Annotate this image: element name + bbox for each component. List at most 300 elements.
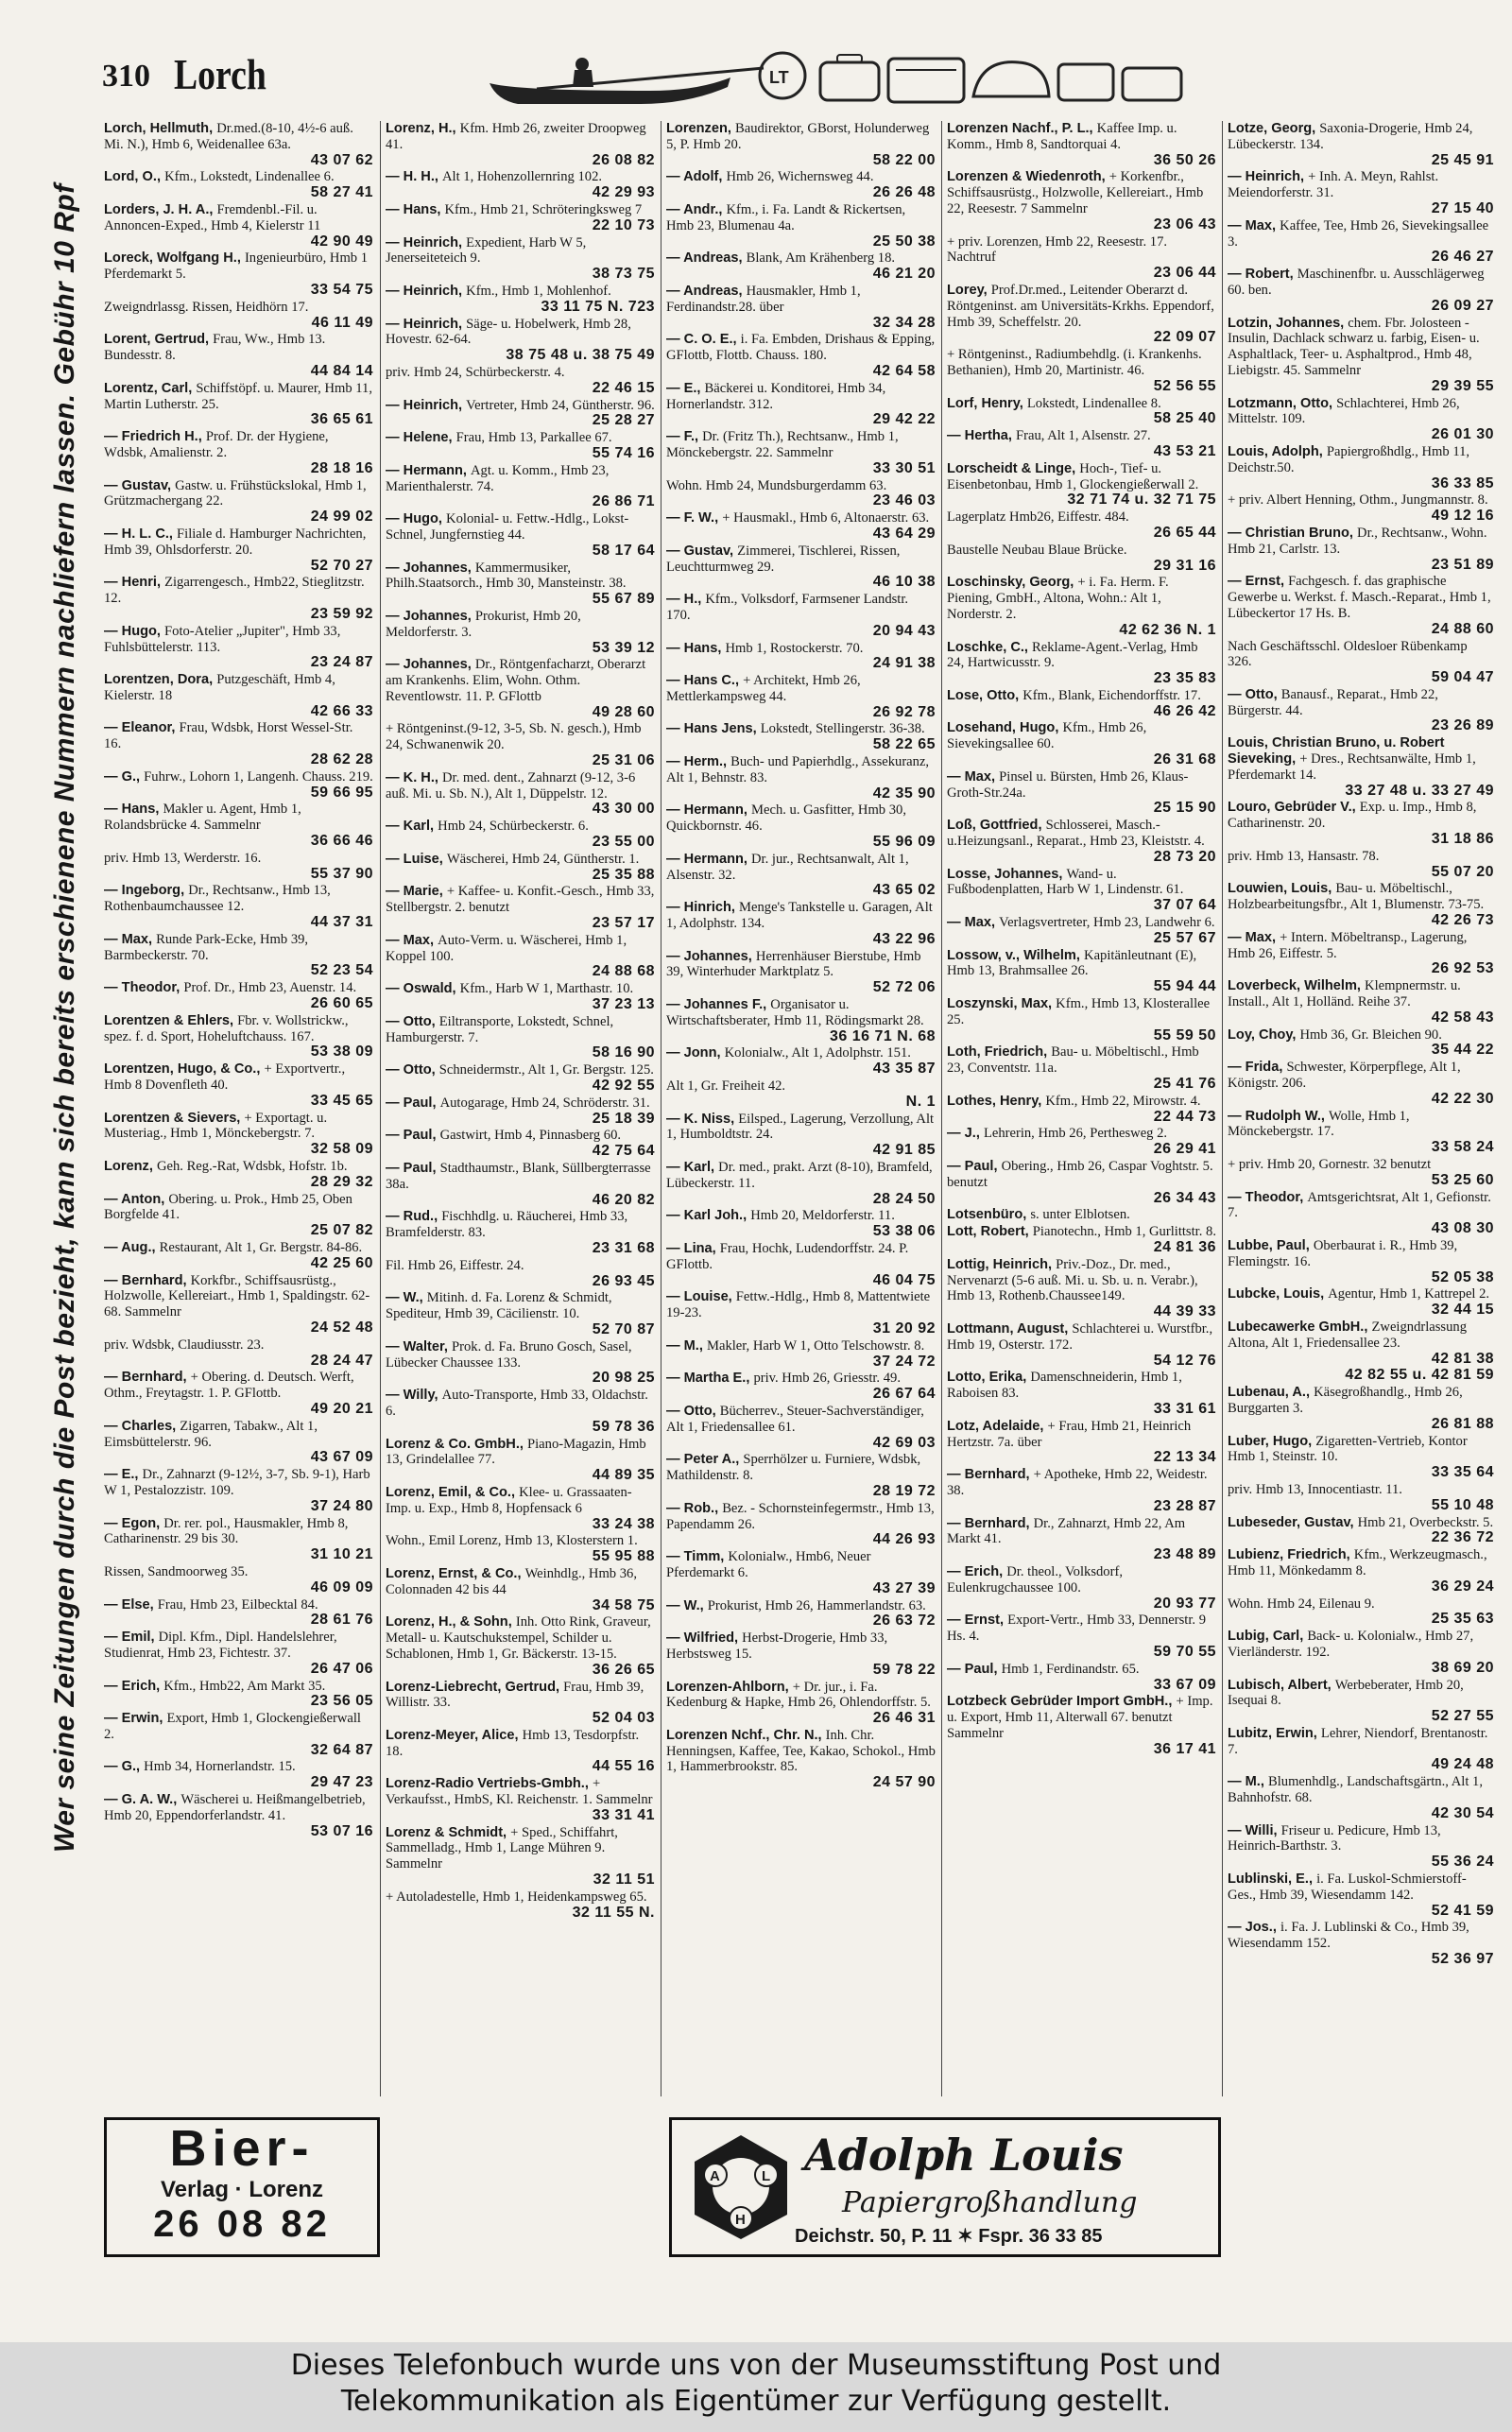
entry-details: Kaffee Imp. u. Komm., Hmb 8, Sandtorquai 4. [947, 121, 1177, 152]
entry-phone: 26 34 43 [1153, 1189, 1216, 1206]
directory-entry [104, 1711, 373, 1758]
entry-name: — Wilfried, [666, 1630, 743, 1647]
directory-entry [666, 949, 936, 996]
directory-entry [1228, 1385, 1494, 1432]
directory-entry [386, 202, 655, 234]
entry-name: Lorenz & Co. GmbH., [386, 1436, 527, 1452]
entry-name: — Walter, [386, 1338, 453, 1354]
entry-phone: 22 36 72 [1431, 1529, 1494, 1546]
directory-entry [666, 510, 936, 543]
entry-details: Fischhdlg. u. Räucherei, Hmb 33, Bramfelderstr. 83. [386, 1209, 628, 1241]
directory-entry [1228, 1596, 1494, 1629]
directory-entry [104, 720, 373, 768]
entry-details: Kolonial- u. Fettw.-Hdlg., Lokst-Schnel, Jungfernstieg 44. [386, 511, 629, 543]
entry-phone: 24 91 38 [872, 655, 936, 672]
company-logo-icon [689, 2131, 793, 2243]
directory-entry [666, 429, 936, 476]
entry-details: Export-Vertr., Hmb 33, Dennerstr. 9 Hs. 4. [947, 1613, 1207, 1645]
directory-entry [104, 478, 373, 526]
directory-entry [386, 1614, 655, 1678]
directory-entry [104, 1159, 373, 1191]
directory-entry [1228, 396, 1494, 443]
entry-details: Dr., Zahnarzt (9-12½, 3-7, Sb. 9-1), Harb W 1, Pestalozzistr. 109. [104, 1467, 370, 1498]
entry-details: Korkfbr., Schiffsausrüstg., Holzwolle, Kellereiart., Hmb 1, Spaldingstr. 62-68. Sammelnr [104, 1272, 370, 1320]
entry-phone: 43 08 30 [1431, 1220, 1494, 1237]
entry-details: Mech. u. Gasfitter, Hmb 30, Quickbornstr. 46. [666, 802, 906, 835]
entry-phone: 23 28 87 [1153, 1497, 1216, 1514]
entry-phone: 28 19 72 [872, 1482, 936, 1499]
entry-name: — Johannes, [386, 560, 475, 576]
entry-name: — Eleanor, [104, 720, 180, 736]
entry-name: Lubig, Carl, [1228, 1629, 1308, 1645]
entry-name: — Oswald, [386, 981, 460, 997]
entry-details: Kfm., Hmb22, Am Markt 35. [163, 1678, 326, 1694]
entry-phone: 25 57 67 [1153, 929, 1216, 946]
directory-entry [1228, 930, 1494, 977]
entry-name: — Johannes, [386, 608, 475, 624]
entry-name: — Hugo, [386, 511, 447, 527]
entry-details: Inh. Chr. Henningsen, Kaffee, Tee, Kakao, Schokol., Hmb 1, Hammerbrookstr. 85. [666, 1727, 936, 1775]
entry-name: Lubbe, Paul, [1228, 1237, 1314, 1253]
entry-name: — Gustav, [104, 477, 176, 493]
entry-name: Lorenz-Meyer, Alice, [386, 1727, 523, 1743]
entry-details: Herbst-Drogerie, Hmb 33, Herbstsweg 15. [666, 1630, 888, 1662]
directory-entry [947, 1094, 1216, 1126]
page-header [102, 49, 1406, 106]
entry-details: Hmb 36, Gr. Bleichen 90. [1299, 1026, 1442, 1043]
directory-column-2 [386, 121, 655, 2096]
entry-details: Pianotechn., Hmb 1, Gurlittstr. 8. [1032, 1224, 1216, 1240]
entry-phone: 49 28 60 [592, 703, 655, 720]
directory-entry [386, 1128, 655, 1160]
entry-details: Oberbaurat i. R., Hmb 39, Flemingstr. 16. [1228, 1237, 1458, 1269]
entry-phone: 44 26 93 [872, 1531, 936, 1548]
entry-name: — Ernst, [1228, 574, 1289, 590]
entry-name: Lubenau, A., [1228, 1385, 1314, 1401]
entry-details: Bücherrev., Steuer-Sachverständiger, Alt 1, Friedensallee 61. [666, 1403, 924, 1435]
entry-phone: 36 29 24 [1431, 1578, 1494, 1595]
entry-name: — W., [386, 1290, 427, 1306]
entry-name: — K. H., [386, 769, 442, 785]
entry-phone: 26 26 48 [872, 184, 936, 201]
entry-name: — G., [104, 1759, 145, 1775]
entry-phone: 33 31 61 [1153, 1400, 1216, 1417]
entry-phone: 27 15 40 [1431, 199, 1494, 216]
entry-details: Werbeberater, Hmb 20, Isequai 8. [1228, 1677, 1464, 1709]
entry-name: Lorentzen & Ehlers, [104, 1012, 238, 1028]
entry-name: Loreck, Wolfgang H., [104, 250, 245, 267]
entry-name: — Theodor, [1228, 1189, 1308, 1205]
entry-details: Auto-Transporte, Hmb 33, Oldachstr. 6. [386, 1388, 648, 1419]
entry-name: — H. H., [386, 169, 442, 185]
entry-details: + Apotheke, Hmb 22, Weidestr. 38. [947, 1467, 1208, 1498]
entry-phone: 38 75 48 u. 38 75 49 [506, 347, 655, 364]
entry-details: Zweigndrlassg. Rissen, Heidhörn 17. [104, 299, 309, 315]
entry-details: s. unter Elblotsen. [1030, 1207, 1130, 1223]
entry-details: + Architekt, Hmb 26, Mettlerkampsweg 44. [666, 673, 861, 704]
entry-name: Lorenz-Radio Vertriebs-Gmbh., [386, 1776, 593, 1792]
entry-details: Agentur, Hmb 1, Kattrepel 2. [1328, 1286, 1490, 1302]
directory-entry [386, 1062, 655, 1095]
directory-entry [386, 121, 655, 168]
directory-entry [1228, 1547, 1494, 1595]
entry-details: Kfm., Hmb 1, Mohlenhof. [466, 283, 611, 299]
entry-phone: 55 96 09 [872, 834, 936, 851]
entry-phone: 42 25 60 [310, 1254, 373, 1271]
entry-phone: 24 52 48 [310, 1319, 373, 1336]
directory-entry [1228, 881, 1494, 928]
entry-details: Kapitänleutnant (E), Hmb 13, Brahmsallee 26. [947, 947, 1197, 979]
entry-phone: 59 04 47 [1431, 669, 1494, 686]
entry-name: Lorenz, Emil, & Co., [386, 1484, 520, 1500]
entry-name: — Hinrich, [666, 900, 740, 916]
entry-name: Lorent, Gertrud, [104, 332, 214, 348]
entry-details: Lokstedt, Lindenallee 8. [1026, 395, 1161, 411]
directory-entry [104, 1111, 373, 1158]
entry-phone: 52 41 59 [1431, 1902, 1494, 1919]
entry-name: Lubienz, Friedrich, [1228, 1547, 1354, 1563]
directory-entry [666, 900, 936, 947]
entry-name: Lorenzen, [666, 121, 735, 136]
directory-entry [666, 754, 936, 802]
entry-details: Reklame-Agent.-Verlag, Hmb 24, Hartwicusstr. 9. [947, 639, 1198, 671]
entry-name: Lorentzen, Hugo, & Co., [104, 1061, 265, 1078]
entry-name: Loschinsky, Georg, [947, 575, 1078, 591]
entry-phone: 53 25 60 [1431, 1171, 1494, 1188]
entry-phone: 29 39 55 [1431, 377, 1494, 394]
entry-details: priv. Hmb 13, Hansastr. 78. [1228, 848, 1380, 864]
entry-name: Lotzin, Johannes, [1228, 315, 1349, 331]
entry-details: Säge- u. Hobelwerk, Hmb 28, Hovestr. 62-64. [386, 316, 631, 348]
directory-entry [947, 1321, 1216, 1369]
entry-phone: 42 35 90 [872, 785, 936, 802]
entry-name: — Hermann, [666, 802, 752, 819]
entry-phone: 23 55 00 [592, 834, 655, 851]
directory-entry [104, 624, 373, 671]
directory-entry [1228, 574, 1494, 637]
entry-details: Hausmakler, Hmb 1, Ferdinandstr.28. über [666, 283, 861, 315]
directory-entry [947, 1159, 1216, 1206]
entry-name: Lotze, Georg, [1228, 121, 1320, 136]
entry-details: Lehrerin, Hmb 26, Perthesweg 2. [983, 1126, 1168, 1142]
entry-details: + Röntgeninst., Radiumbehdlg. (i. Krankenhs. Bethanien), Hmb 20, Martinistr. 46. [947, 347, 1202, 378]
entry-phone: 49 12 16 [1431, 508, 1494, 525]
entry-details: Zigarren, Tabakw., Alt 1, Eimsbüttelerstr. 96. [104, 1418, 318, 1450]
directory-entry [947, 1224, 1216, 1256]
entry-phone: 46 26 42 [1153, 702, 1216, 719]
entry-phone: 55 95 88 [592, 1548, 655, 1565]
entry-details: Sperrhölzer u. Furniere, Wdsbk, Mathildenstr. 8. [666, 1452, 921, 1484]
directory-entry [1228, 1157, 1494, 1189]
entry-name: — Bernhard, [104, 1272, 191, 1288]
entry-details: Putzgeschäft, Hmb 4, Kielerstr. 18 [104, 672, 335, 703]
entry-details: Wohn. Hmb 24, Mundsburgerdamm 63. [666, 477, 887, 493]
entry-details: Buch- und Papierhdlg., Assekuranz, Alt 1, Behnstr. 83. [666, 754, 930, 785]
entry-details: + Verkaufsst., HmbS, Kl. Reichenstr. 1. Sammelnr [386, 1776, 653, 1808]
entry-phone: 38 69 20 [1431, 1659, 1494, 1676]
entry-phone: 33 11 75 N. 723 [541, 298, 655, 315]
entry-name: — Jonn, [666, 1045, 725, 1061]
entry-name: — Karl Joh., [666, 1208, 751, 1224]
entry-phone: 29 31 16 [1153, 557, 1216, 574]
directory-entry [386, 1728, 655, 1775]
entry-phone: 24 88 68 [592, 963, 655, 980]
directory-entry [1228, 1774, 1494, 1821]
directory-column-5 [1228, 121, 1494, 2096]
directory-entry [947, 1516, 1216, 1563]
directory-entry [1228, 849, 1494, 881]
entry-name: — Bernhard, [947, 1467, 1034, 1483]
entry-phone: 46 09 09 [310, 1578, 373, 1595]
directory-entry [1228, 1060, 1494, 1107]
directory-entry [666, 852, 936, 899]
directory-entry [386, 1339, 655, 1387]
entry-name: — Heinrich, [386, 283, 467, 299]
directory-entry [947, 769, 1216, 817]
entry-phone: 32 11 55 N. [572, 1904, 655, 1921]
entry-details: Kammermusiker, Philh.Staatsorch., Hmb 30, Mansteinstr. 38. [386, 560, 627, 592]
entry-phone: 36 50 26 [1153, 151, 1216, 168]
entry-name: — Rud., [386, 1209, 442, 1225]
directory-entry [947, 283, 1216, 346]
bier-verlag-advert [104, 2117, 380, 2257]
entry-name: — Willi, [1228, 1822, 1281, 1838]
entry-details: + Intern. Möbeltransp., Lagerung, Hmb 26, Eiffestr. 5. [1228, 929, 1468, 961]
entry-phone: 55 10 48 [1431, 1496, 1494, 1513]
directory-entry [666, 543, 936, 591]
entry-details: Rissen, Sandmoorweg 35. [104, 1563, 249, 1579]
entry-name: — H., [666, 592, 706, 608]
entry-phone: 26 93 45 [592, 1272, 655, 1289]
entry-details: Fil. Hmb 26, Eiffestr. 24. [386, 1257, 524, 1273]
entry-phone: 23 35 83 [1153, 670, 1216, 687]
directory-entry [666, 592, 936, 639]
entry-details: Piano-Magazin, Hmb 13, Grindelallee 77. [386, 1436, 646, 1468]
column-rule [1222, 121, 1223, 2096]
entry-name: — J., [947, 1126, 984, 1142]
entry-details: + Dr. jur., i. Fa. Kedenburg & Hapke, Hmb 26, Ohlendorffstr. 5. [666, 1679, 931, 1711]
entry-details: Gastw. u. Frühstückslokal, Hmb 1, Grützmachergang 22. [104, 477, 367, 509]
directory-entry [666, 1371, 936, 1403]
directory-entry [947, 509, 1216, 542]
entry-name: Lothes, Henry, [947, 1093, 1046, 1109]
entry-name: Lubecawerke GmbH., [1228, 1319, 1372, 1335]
entry-name: — Max, [386, 932, 438, 948]
entry-name: — Timm, [666, 1549, 729, 1565]
entry-phone: 58 17 64 [592, 542, 655, 559]
entry-phone: 33 24 38 [592, 1515, 655, 1532]
entry-phone: 29 47 23 [310, 1774, 373, 1791]
directory-entry [104, 121, 373, 168]
entry-details: Schiffstöpf. u. Maurer, Hmb 11, Martin Lutherstr. 25. [104, 380, 372, 412]
directory-entry [104, 1419, 373, 1466]
entry-details: Baustelle Neubau Blaue Brücke. [947, 542, 1127, 558]
directory-entry [1228, 1678, 1494, 1725]
entry-phone: 31 20 92 [872, 1319, 936, 1337]
directory-entry [947, 1467, 1216, 1514]
entry-name: Lottmann, August, [947, 1320, 1073, 1337]
directory-entry [666, 1241, 936, 1288]
directory-entry [947, 121, 1216, 168]
entry-details: + Korkenfbr., Schiffsausrüstg., Holzwolle, Kellereiart., Hmb 22, Reesestr. 7 Sammelnr [947, 169, 1204, 216]
entry-phone: 58 25 40 [1153, 410, 1216, 427]
entry-name: — Adolf, [666, 169, 727, 185]
entry-details: Kfm. Hmb 26, zweiter Droopweg 41. [386, 121, 646, 152]
entry-phone: 26 67 64 [872, 1386, 936, 1403]
entry-details: Frau, Hmb 13, Parkallee 67. [455, 430, 612, 446]
entry-name: — Henri, [104, 575, 165, 591]
directory-entry [666, 1289, 936, 1337]
entry-name: Lott, Robert, [947, 1224, 1033, 1240]
entry-details: Gastwirt, Hmb 4, Pinnasberg 60. [439, 1128, 622, 1144]
entry-name: Loy, Choy, [1228, 1026, 1300, 1043]
entry-phone: 43 64 29 [872, 525, 936, 542]
entry-phone: 25 28 27 [592, 412, 655, 429]
directory-column-3 [666, 121, 936, 2096]
directory-entry [104, 1516, 373, 1563]
directory-entry [386, 770, 655, 818]
entry-name: Lorenzen Nchf., Chr. N., [666, 1727, 826, 1743]
entry-phone: 34 58 75 [592, 1596, 655, 1613]
entry-name: — Andr., [666, 201, 727, 217]
directory-entry [666, 1680, 936, 1727]
entry-details: Amtsgerichtsrat, Alt 1, Gefionstr. 7. [1228, 1189, 1491, 1221]
entry-details: Schlachterei u. Wurstfbr., Hmb 19, Osterstr. 172. [947, 1320, 1213, 1353]
entry-phone: 26 60 65 [310, 995, 373, 1012]
svg-text:L: L [762, 2168, 771, 2184]
entry-details: Zigaretten-Vertrieb, Kontor Hmb 1, Steinstr. 10. [1228, 1433, 1468, 1465]
column-rule [380, 121, 381, 2096]
directory-entry [947, 720, 1216, 768]
entry-name: — Heinrich, [386, 234, 467, 250]
entry-phone: 20 94 43 [872, 622, 936, 639]
entry-details: Hmb 1, Rostockerstr. 70. [725, 640, 864, 656]
entry-name: — Christian Bruno, [1228, 525, 1358, 541]
directory-entry [1228, 1286, 1494, 1319]
entry-details: Weinhdlg., Hmb 36, Colonnaden 42 bis 44 [386, 1565, 637, 1597]
entry-name: — Andreas, [666, 250, 747, 267]
entry-details: + Hausmakl., Hmb 6, Altonaerstr. 63. [722, 510, 930, 526]
directory-entry [104, 1370, 373, 1417]
directory-entry [386, 1825, 655, 1889]
entry-phone: 37 24 80 [310, 1497, 373, 1514]
entry-name: — Rudolph W., [1228, 1108, 1330, 1124]
entry-name: — Erich, [947, 1563, 1007, 1579]
page-number: 310 [102, 59, 150, 94]
directory-entry [947, 396, 1216, 428]
entry-name: — Marie, [386, 884, 447, 900]
entry-details: Baudirektor, GBorst, Holunderweg 5, P. Hmb 20. [666, 121, 930, 152]
entry-details: Wohn., Emil Lorenz, Hmb 13, Klosterstern 1. [386, 1533, 638, 1549]
directory-entry [947, 1126, 1216, 1158]
entry-details: Restaurant, Alt 1, Gr. Bergstr. 84-86. [159, 1239, 363, 1255]
entry-details: Wäscherei, Hmb 24, Güntherstr. 1. [446, 851, 640, 867]
entry-phone: 32 64 87 [310, 1741, 373, 1758]
entry-name: — Hermann, [666, 851, 752, 867]
entry-details: Inh. Otto Rink, Graveur, Metall- u. Kautschukstempel, Schilder u. Schablonen, Hmb 1, Gr. Bäckerstr. 13-15. [386, 1614, 651, 1662]
directory-entry [386, 169, 655, 201]
entry-details: Dr., Rechtsanw., Wohn. Hmb 21, Carlstr. 13. [1228, 525, 1487, 557]
directory-entry [1228, 1726, 1494, 1773]
entry-name: — Rob., [666, 1500, 723, 1516]
entry-phone: 23 56 05 [310, 1693, 373, 1710]
entry-name: — Max, [947, 768, 1000, 785]
entry-details: Hmb 21, Overbeckstr. 5. [1357, 1514, 1494, 1530]
directory-column-1 [104, 121, 373, 2096]
entry-phone: 43 30 00 [592, 801, 655, 818]
entry-details: + Autoladestelle, Hmb 1, Heidenkampsweg 65. [386, 1889, 647, 1905]
advert-subtitle: Papiergroßhandlung [842, 2186, 1138, 2219]
entry-details: + Exportagt. u. Musteriag., Hmb 1, Mönckebergstr. 7. [104, 1110, 328, 1142]
entry-name: Lorey, [947, 282, 991, 298]
entry-details: + Exportvertr., Hmb 8 Dovenfleth 40. [104, 1061, 346, 1094]
entry-phone: 43 22 96 [872, 930, 936, 947]
directory-entry [666, 1078, 936, 1111]
entry-details: Klee- u. Grassaaten-Imp. u. Exp., Hmb 8, Hopfensack 6 [386, 1484, 632, 1516]
directory-entry [386, 1680, 655, 1727]
entry-details: + Röntgeninst.(9-12, 3-5, Sb. N. gesch.), Hmb 24, Schwanenwik 20. [386, 721, 642, 753]
entry-phone: 43 67 09 [310, 1449, 373, 1466]
entry-name: — Paul, [386, 1095, 440, 1111]
directory-entry [1228, 121, 1494, 168]
directory-entry [666, 997, 936, 1044]
entry-details: Dr., Zahnarzt, Hmb 22, Am Markt 41. [947, 1515, 1186, 1547]
entry-details: Prof. Dr., Hmb 23, Auenstr. 14. [183, 980, 357, 996]
directory-entry [386, 884, 655, 931]
entry-details: Frau, Ww., Hmb 13. Bundesstr. 8. [104, 332, 326, 364]
directory-entry [947, 948, 1216, 995]
directory-entry [666, 478, 936, 510]
entry-phone: 23 48 89 [1153, 1546, 1216, 1563]
entry-details: Expedient, Harb W 5, Jenerseiteteich 9. [386, 234, 587, 267]
entry-details: Prokurist, Hmb 20, Meldorferstr. 3. [386, 608, 581, 640]
directory-entry [666, 1338, 936, 1371]
entry-details: Eilsped., Lagerung, Verzollung, Alt 1, Humboldtstr. 24. [666, 1111, 935, 1143]
entry-name: — Peter A., [666, 1452, 744, 1468]
entry-name: — Paul, [947, 1159, 1002, 1174]
entry-phone: 44 84 14 [310, 362, 373, 379]
entry-name: — Helene, [386, 430, 456, 446]
directory-entry [1228, 218, 1494, 266]
entry-name: — E., [666, 380, 705, 396]
entry-details: priv. Hmb 13, Innocentiastr. 11. [1228, 1481, 1402, 1497]
directory-entry [1228, 1515, 1494, 1547]
entry-phone: 53 38 06 [872, 1223, 936, 1240]
entry-phone: 33 54 75 [310, 281, 373, 298]
directory-entry [104, 851, 373, 883]
entry-details: Lehrer, Niendorf, Brentanostr. 7. [1228, 1725, 1488, 1757]
entry-name: — W., [666, 1597, 708, 1613]
entry-phone: 26 46 27 [1431, 249, 1494, 266]
directory-entry [104, 802, 373, 849]
entry-phone: 36 16 71 N. 68 [830, 1027, 936, 1044]
entry-phone: 36 65 61 [310, 411, 373, 428]
entry-phone: 26 46 31 [872, 1710, 936, 1727]
entry-phone: 43 27 39 [872, 1579, 936, 1596]
entry-details: Verlagsvertreter, Hmb 23, Landwehr 6. [999, 915, 1215, 931]
directory-entry [386, 1566, 655, 1613]
entry-name: Louis, Adolph, [1228, 443, 1327, 459]
entry-details: Prof.Dr.med., Leitender Oberarzt d. Röntgeninst. am Universitäts-Krkhs. Eppendorf, Hmb 39, Scheffelstr. 20. [947, 282, 1214, 330]
entry-name: — Paul, [947, 1661, 1002, 1677]
entry-phone: 55 37 90 [310, 865, 373, 882]
directory-entry [947, 1370, 1216, 1417]
entry-details: Makler, Harb W 1, Otto Telschowstr. 8. [706, 1337, 925, 1354]
directory-entry [1228, 267, 1494, 314]
entry-details: Blank, Am Krähenberg 18. [746, 250, 896, 267]
header-illustration-icon [480, 49, 1217, 108]
svg-text:H: H [735, 2212, 746, 2228]
